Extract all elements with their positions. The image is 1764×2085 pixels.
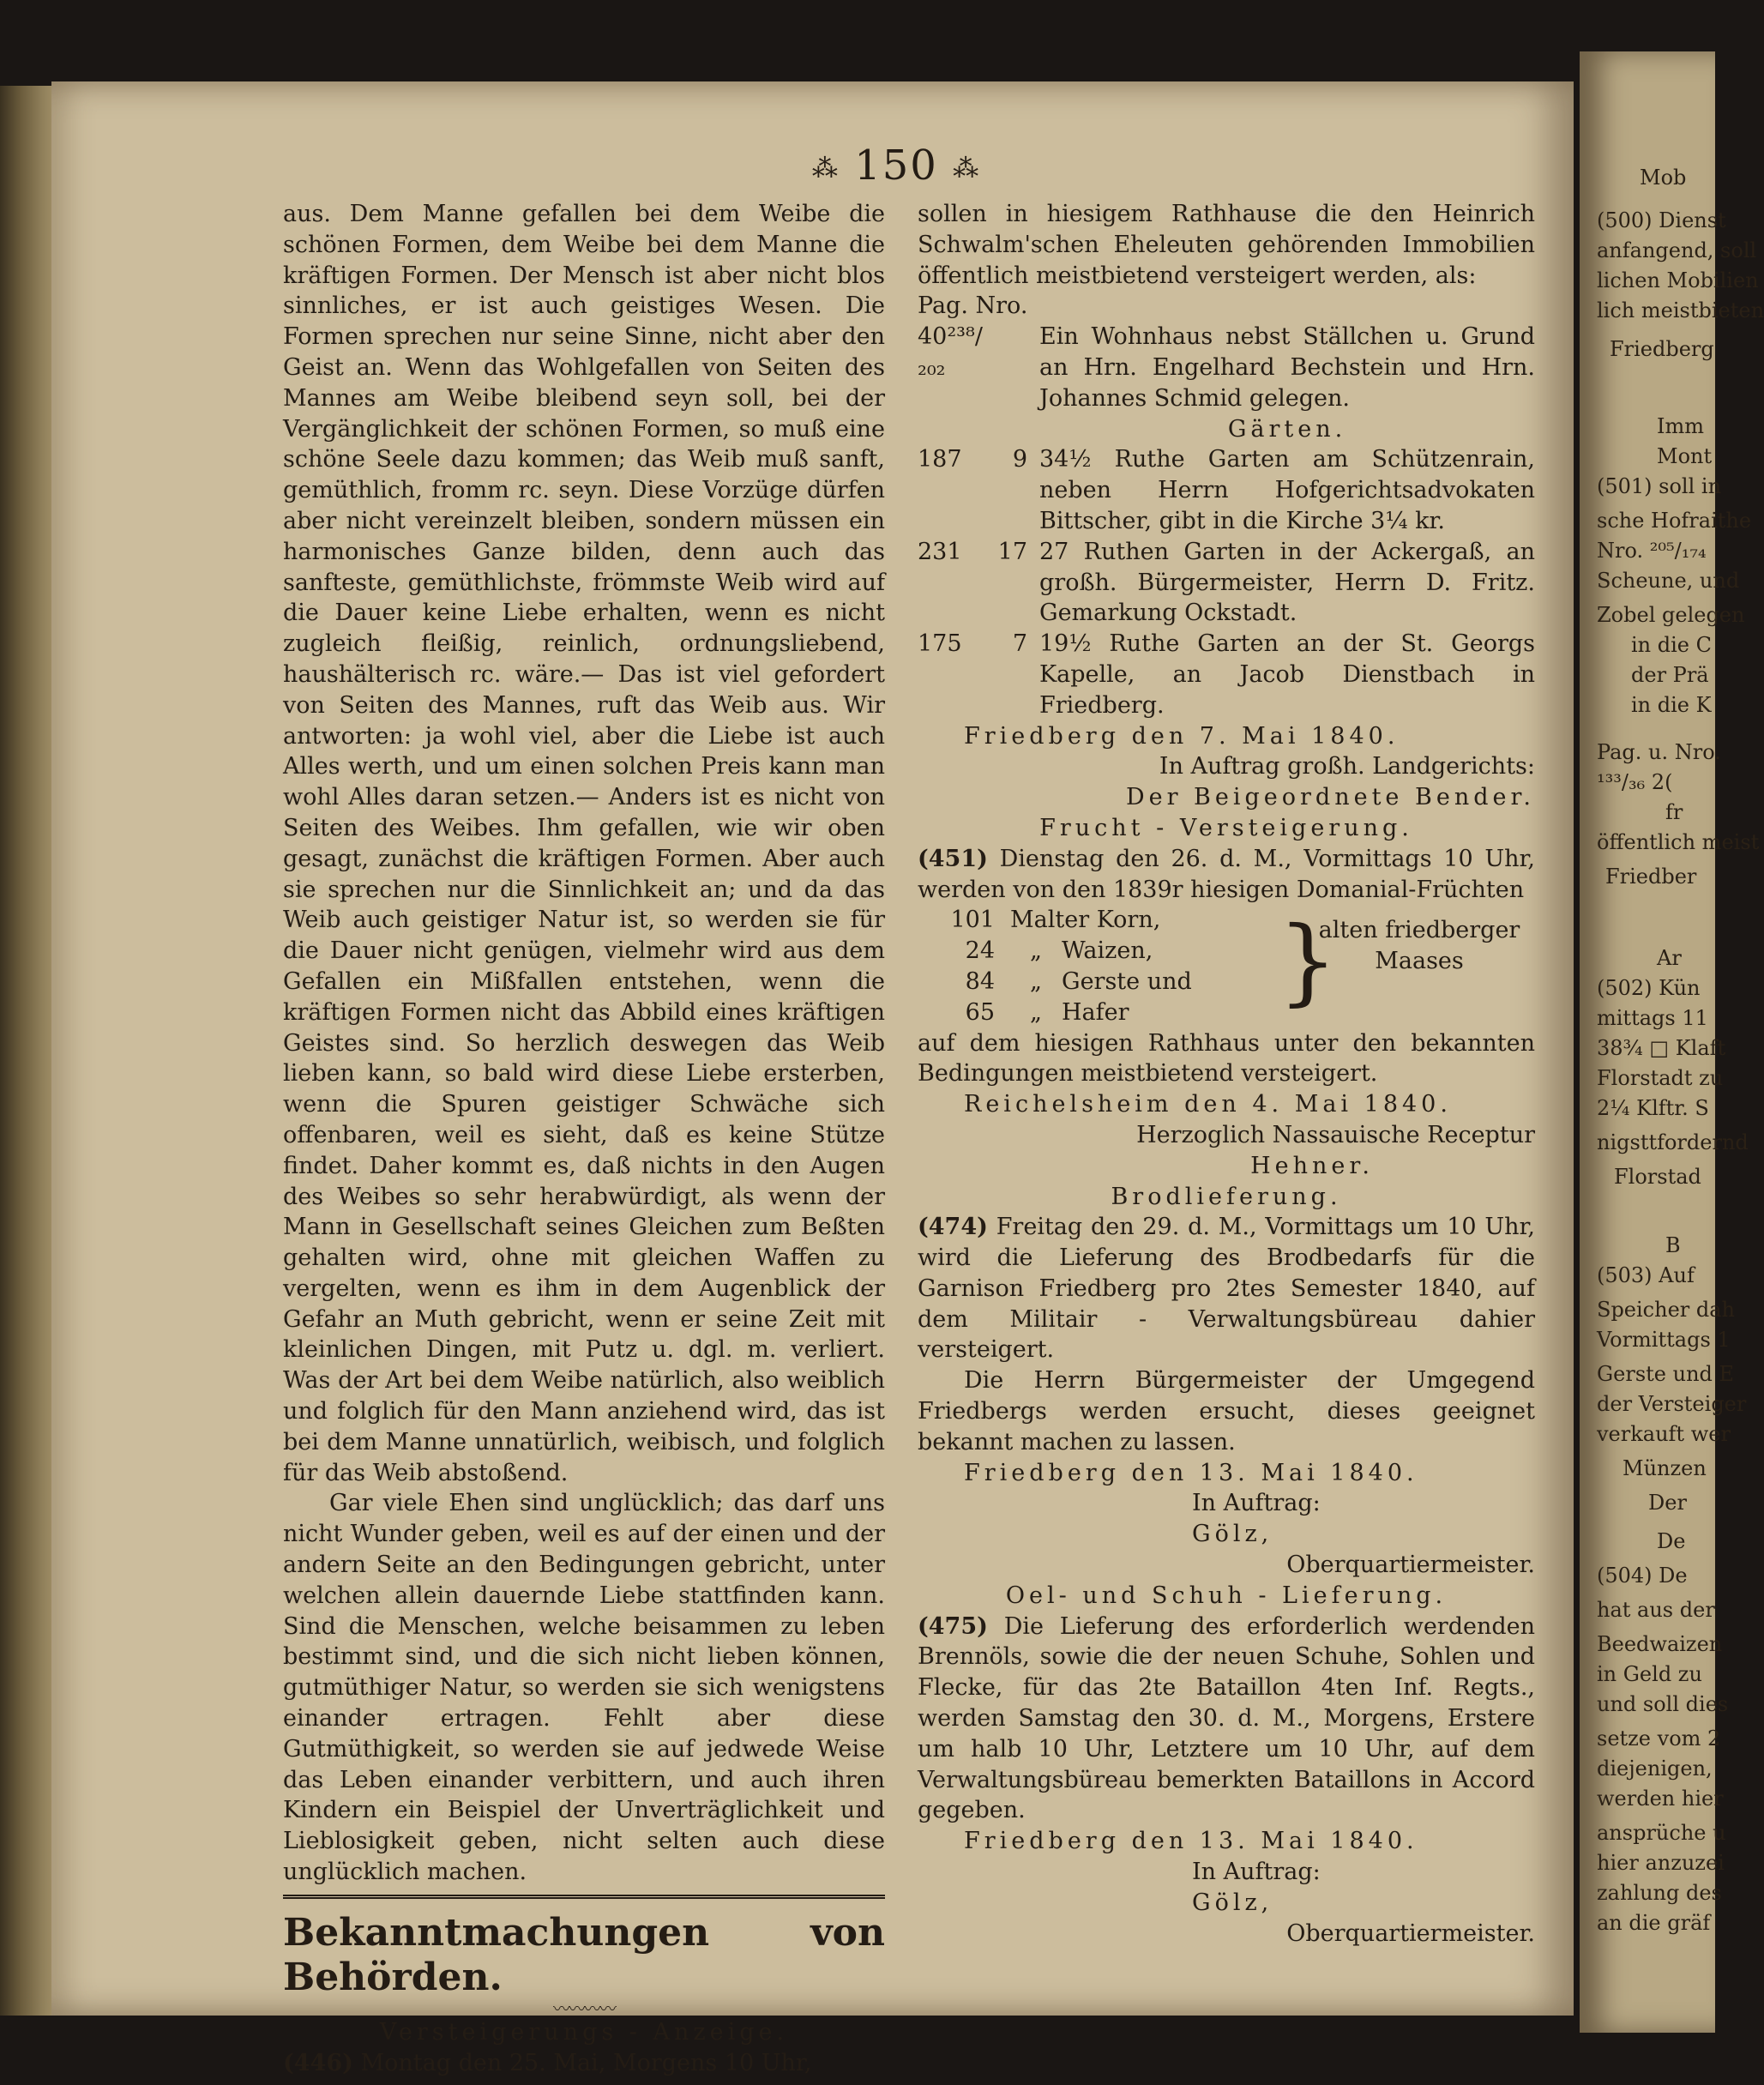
essay-paragraph-1: aus. Dem Manne gefallen bei dem Weibe die schönen Formen, dem Weibe bei dem Manne die kräftigen Formen. Der Mensch ist aber nicht blos sinnliches, er ist auch geistiges Wesen. Die Formen sprechen nur seine Sinne, nicht aber den Geist an. Wenn das Wohlgefallen von Seiten des Mannes am Weibe bleibend seyn soll, bei der Vergänglichkeit der schönen Formen, so muß eine schöne Seele dazu kommen; das Weib muß sanft, gemüthlich, fromm rc. seyn. Diese Vorzüge dürfen aber nicht vereinzelt bleiben, sondern müssen ein harmonisches Ganze bilden, denn auch das sanfteste, gemüthlichste, frömmste Weib wird auf die Dauer keine Liebe erhalten, wenn es nicht zugleich fleißig, reinlich, ordnungsliebend, haushälterisch rc. wäre.— Das ist viel gefordert von Seiten des Mannes, ruft das Weib aus. Wir antworten: ja wohl viel, aber die Liebe ist auch Alles werth, und um einen solchen Preis kann man wohl Alles daran setzen.— Anders ist es nicht von Seiten des Weibes. Ihm gefallen, wie wir oben gesagt, zunächst die kräftigen Formen. Aber auch sie sprechen nur die Sinnlichkeit an; und da das Weib auch geistiger Natur ist, so werden sie für die Dauer nicht genügen, vielmehr wird aus dem Gefallen ein Mißfallen entstehen, wenn die kräftigen Formen nicht das Abbild eines kräftigen Geistes sind. So herzlich deswegen das Weib lieben kann, so bald wird diese Liebe ersterben, wenn die Spuren geistiger Schwäche sich offenbaren, weil es sieht, daß es keine Stütze findet. Daher kommt es, daß nichts in den Augen des Weibes so sehr herabwürdigt, als wenn der Mann in Gesellschaft seines Gleichen zum Beßten gehalten wird, ohne mit gleichen Waffen zu vergelten, wenn es ihm in dem Augenblick der Gefahr an Muth gebricht, wenn er seine Zeit mit kleinlichen Dingen, mit Putz u. dgl. m. verliert. Was der Art bei dem Weibe natürlich, also weiblich und folglich für den Mann anziehend wird, das ist bei dem Manne unnatürlich, weibisch, und folglich für das Weib abstoßend. xyxy=(283,201,885,1486)
header-ornament-right: ⁂ xyxy=(953,154,981,184)
facing-page-line: der Versteiger xyxy=(1597,1392,1747,1416)
facing-page-line: Münzen xyxy=(1623,1456,1707,1480)
facing-page-line: Florstadt zu xyxy=(1597,1066,1724,1090)
facing-page-line: ansprüche u xyxy=(1597,1821,1726,1845)
property-row xyxy=(918,414,1535,445)
page-header xyxy=(789,142,1003,190)
fruit-list xyxy=(918,905,1278,1027)
notice-451-text-2: auf dem hiesigen Rathhaus unter den bekannten Bedingungen meistbietend versteigert. xyxy=(918,1029,1535,1088)
fruit-row xyxy=(918,905,1278,936)
notice-475-date: Friedberg den 13. Mai 1840. xyxy=(964,1828,1418,1855)
fruit-unit: „ xyxy=(1030,967,1042,995)
notice-475-number: (475) xyxy=(918,1612,988,1640)
header-ornament-left: ⁂ xyxy=(811,154,840,184)
facing-page-line: Ar xyxy=(1657,946,1682,970)
fruit-amount: 24 xyxy=(965,937,995,965)
facing-page-line: lich meistbieten xyxy=(1597,298,1764,322)
fruit-row xyxy=(918,967,1278,997)
facing-page-line: ¹³³/₃₆ 2( xyxy=(1597,770,1673,794)
notice-475-signature-3: Oberquartiermeister. xyxy=(1286,1919,1535,1947)
facing-page-line: Der xyxy=(1648,1491,1687,1515)
notice-474-text: Freitag den 29. d. M., Vormittags um 10 Uhr, wird die Lieferung des Brodbedarfs für die Garnison Friedberg pro 2tes Semester 1840, auf dem Militair - Verwaltungsbüreau dahier versteigert. xyxy=(918,1214,1535,1364)
left-column xyxy=(283,199,885,2078)
property-pag: 187 xyxy=(918,446,962,473)
notice-474-date: Friedberg den 13. Mai 1840. xyxy=(964,1459,1418,1486)
fruit-grain: Gerste und xyxy=(1062,967,1192,995)
facing-page-line: öffentlich meist xyxy=(1597,830,1760,854)
property-desc: 34½ Ruthe Garten am Schützenrain, neben Herrn Hofgerichtsadvokaten Bittscher, gibt in die Kirche 3¼ kr. xyxy=(1039,446,1535,534)
facing-page-line: (501) soll in xyxy=(1597,474,1722,498)
notice-475-text: Die Lieferung des erforderlich werdenden Brennöls, sowie die der neuen Schuhe, Sohlen und Flecke, für das 2te Bataillon 4ten Inf. Regts., werden Samstag den 30. d. M., Morgens, Erstere um halb 10 Uhr, Letztere um 10 Uhr, auf dem Verwaltungsbüreau bemerkten Bataillons in Accord gegeben. xyxy=(918,1612,1536,1824)
property-nro xyxy=(984,322,1039,413)
facing-page-line: B xyxy=(1665,1233,1681,1257)
facing-page-line: mittags 11 xyxy=(1597,1006,1708,1030)
facing-page-line: hat aus der xyxy=(1597,1598,1715,1622)
property-row xyxy=(918,444,1535,536)
facing-page-line: lichen Mobilien xyxy=(1597,268,1759,292)
facing-page-line: Friedberg xyxy=(1610,337,1714,361)
property-row xyxy=(918,629,1535,720)
property-row xyxy=(918,537,1535,629)
facing-page-line: Imm xyxy=(1657,414,1704,438)
facing-page-line: Zobel gelegen xyxy=(1597,603,1745,627)
facing-page-line: Speicher dah xyxy=(1597,1298,1736,1322)
facing-page-line: fr xyxy=(1665,800,1683,824)
facing-page-line: in die C xyxy=(1631,633,1712,657)
facing-page-line: (503) Auf xyxy=(1597,1263,1695,1287)
property-nro xyxy=(984,414,1039,445)
facing-page-line: anfangend, soll xyxy=(1597,238,1757,262)
property-list xyxy=(918,322,1535,720)
notice-474-signature-1: In Auftrag: xyxy=(1192,1490,1321,1517)
property-nro: 7 xyxy=(1012,630,1027,658)
facing-page-line: hier anzuzei xyxy=(1597,1851,1725,1875)
fruit-amount: 84 xyxy=(965,967,995,995)
fruit-amount: 101 xyxy=(950,907,995,934)
notice-446-date: Friedberg den 7. Mai 1840. xyxy=(964,722,1400,750)
facing-page-line: und soll dies xyxy=(1597,1692,1729,1716)
essay-paragraph-2: Gar viele Ehen sind unglücklich; das darf uns nicht Wunder geben, weil es auf der einen und der andern Seite an den Bedingungen gebricht, unter welchen allein dauernde Liebe stattfinden kann. Sind die Menschen, welche beisammen zu leben bestimmt sind, und die sich nicht lieben können, gutmüthiger Natur, so werden sie sich wenigstens einander ertragen. Fehlt aber diese Gutmüthigkeit, so werden sie auf jedwede Weise das Leben einander verbittern, und auch ihren Kindern ein Beispiel der Unverträglichkeit und Lieblosigkeit geben, nicht selten auch diese unglücklich machen. xyxy=(283,1490,885,1886)
notice-451-body xyxy=(918,844,1535,906)
notice-475-signature-1: In Auftrag: xyxy=(1192,1859,1321,1886)
facing-page-line: setze vom 2 xyxy=(1597,1726,1721,1751)
notice-474-number: (474) xyxy=(918,1214,988,1241)
notice-451-date: Reichelsheim den 4. Mai 1840. xyxy=(964,1091,1452,1118)
section-heading: Bekanntmachungen von Behörden. xyxy=(283,1910,885,1999)
notice-451-number: (451) xyxy=(918,845,988,872)
notice-446-continuation: sollen in hiesigem Rathhause die den Heinrich Schwalm'schen Eheleuten gehörenden Immobilien öffentlich meistbietend versteigert werden, als: xyxy=(918,201,1535,289)
facing-page-line: 2¼ Klftr. S xyxy=(1597,1096,1709,1120)
notice-446-signature-2: Der Beigeordnete Bender. xyxy=(1125,784,1535,811)
heading-ornament: 〰〰〰〰 xyxy=(553,1998,615,2019)
facing-page-line: sche Hofraithe xyxy=(1597,509,1752,533)
notice-446-signature-1: In Auftrag großh. Landgerichts: xyxy=(1159,753,1535,780)
fruit-grain: Hafer xyxy=(1062,998,1129,1026)
property-pag: 175 xyxy=(918,630,962,658)
facing-page-line: (504) De xyxy=(1597,1564,1688,1588)
notice-451-title: Frucht - Versteigerung. xyxy=(1039,814,1413,841)
property-pag: 231 xyxy=(918,538,962,565)
property-nro: 17 xyxy=(997,538,1027,565)
notice-446-number: (446) xyxy=(283,2049,353,2076)
facing-page-line: Mob xyxy=(1640,166,1687,190)
facing-page-line: Beedwaizen xyxy=(1597,1632,1723,1656)
fruit-grain: Korn, xyxy=(1096,907,1161,934)
notice-446-text: Montag den 25. Mai, Morgens 10 Uhr, xyxy=(360,2049,812,2076)
notice-474-body xyxy=(918,1212,1535,1365)
notice-475-body xyxy=(918,1612,1535,1827)
section-rule xyxy=(283,1895,885,1899)
notice-446-title: Versteigerungs - Anzeige. xyxy=(379,2018,789,2046)
facing-page-line: Scheune, und xyxy=(1597,569,1740,593)
facing-page-line: zahlung des xyxy=(1597,1881,1722,1905)
property-pag xyxy=(918,414,984,445)
facing-page-line: verkauft wer xyxy=(1597,1422,1731,1446)
property-nro: 9 xyxy=(1012,446,1027,473)
facing-page-line: (502) Kün xyxy=(1597,976,1701,1000)
facing-page-line: De xyxy=(1657,1529,1686,1553)
facing-page-line: Gerste und E xyxy=(1597,1362,1735,1386)
notice-474-title: Brodlieferung. xyxy=(1111,1183,1342,1210)
facing-page-line: Friedber xyxy=(1605,865,1697,889)
facing-page-line: Mont xyxy=(1657,444,1713,468)
facing-page-line: werden hier xyxy=(1597,1787,1724,1811)
property-desc: 27 Ruthen Garten in der Ackergaß, an großh. Bürgermeister, Herrn D. Fritz. Gemarkung Ockstadt. xyxy=(1039,538,1535,627)
page-number: 150 xyxy=(854,142,938,190)
fruit-unit: Malter xyxy=(1010,907,1090,934)
facing-page-line: diejenigen, xyxy=(1597,1757,1713,1781)
facing-page-line: an die gräf xyxy=(1597,1911,1711,1935)
property-pag: 40²³⁸/₂₀₂ xyxy=(918,323,983,381)
notice-446-intro xyxy=(283,2048,885,2079)
notice-475-signature-2: Gölz, xyxy=(1192,1889,1273,1916)
property-desc: 19½ Ruthe Garten an der St. Georgs Kapelle, an Jacob Dienstbach in Friedberg. xyxy=(1039,630,1535,719)
property-desc: Ein Wohnhaus nebst Ställchen u. Grund an Hrn. Engelhard Bechstein und Hrn. Johannes Schmid gelegen. xyxy=(1039,323,1535,412)
facing-page-line: 38¾ □ Klaft xyxy=(1597,1036,1726,1060)
brace-symbol: } xyxy=(1278,906,1338,1016)
facing-page-line: (500) Dienst xyxy=(1597,208,1726,232)
notice-474-text-2: Die Herrn Bürgermeister der Umgegend Friedbergs werden ersucht, dieses geeignet bekannt machen zu lassen. xyxy=(918,1367,1535,1455)
property-row xyxy=(918,322,1535,413)
right-column xyxy=(918,199,1535,1949)
fruit-row xyxy=(918,936,1278,967)
facing-page-line: in Geld zu xyxy=(1597,1662,1702,1686)
facing-page-line: Nro. ²⁰⁵/₁₇₄ xyxy=(1597,539,1707,563)
fruit-amount: 65 xyxy=(965,998,995,1026)
notice-451-text: Dienstag den 26. d. M., Vormittags 10 Uhr, werden von den 1839r hiesigen Domanial-Früchten xyxy=(918,845,1535,903)
property-subheading: Gärten. xyxy=(1227,415,1347,443)
fruit-row xyxy=(918,997,1278,1028)
notice-451-signature-2: Hehner. xyxy=(1250,1152,1374,1179)
fruit-measure: alten friedberger Maases xyxy=(1318,917,1520,975)
facing-page-line: Pag. u. Nro. xyxy=(1597,740,1721,764)
facing-page-line: Florstad xyxy=(1614,1165,1701,1189)
notice-475-title: Oel- und Schuh - Lieferung. xyxy=(1005,1582,1448,1609)
fruit-unit: „ xyxy=(1030,937,1042,965)
notice-474-signature-2: Gölz, xyxy=(1192,1521,1273,1548)
fruit-table xyxy=(918,905,1535,1027)
fruit-unit: „ xyxy=(1030,998,1042,1026)
facing-page-line: der Prä xyxy=(1631,663,1709,687)
facing-page-line: Vormittags 1 xyxy=(1597,1328,1731,1352)
notice-451-signature-1: Herzoglich Nassauische Receptur xyxy=(1136,1121,1535,1148)
notice-474-signature-3: Oberquartiermeister. xyxy=(1286,1552,1535,1579)
property-table-header: Pag. Nro. xyxy=(918,292,1028,320)
fruit-grain: Waizen, xyxy=(1062,937,1153,965)
facing-page-line: nigsttfordernd xyxy=(1597,1130,1749,1154)
facing-page xyxy=(1580,51,1764,2033)
facing-page-line: in die K xyxy=(1631,693,1712,717)
